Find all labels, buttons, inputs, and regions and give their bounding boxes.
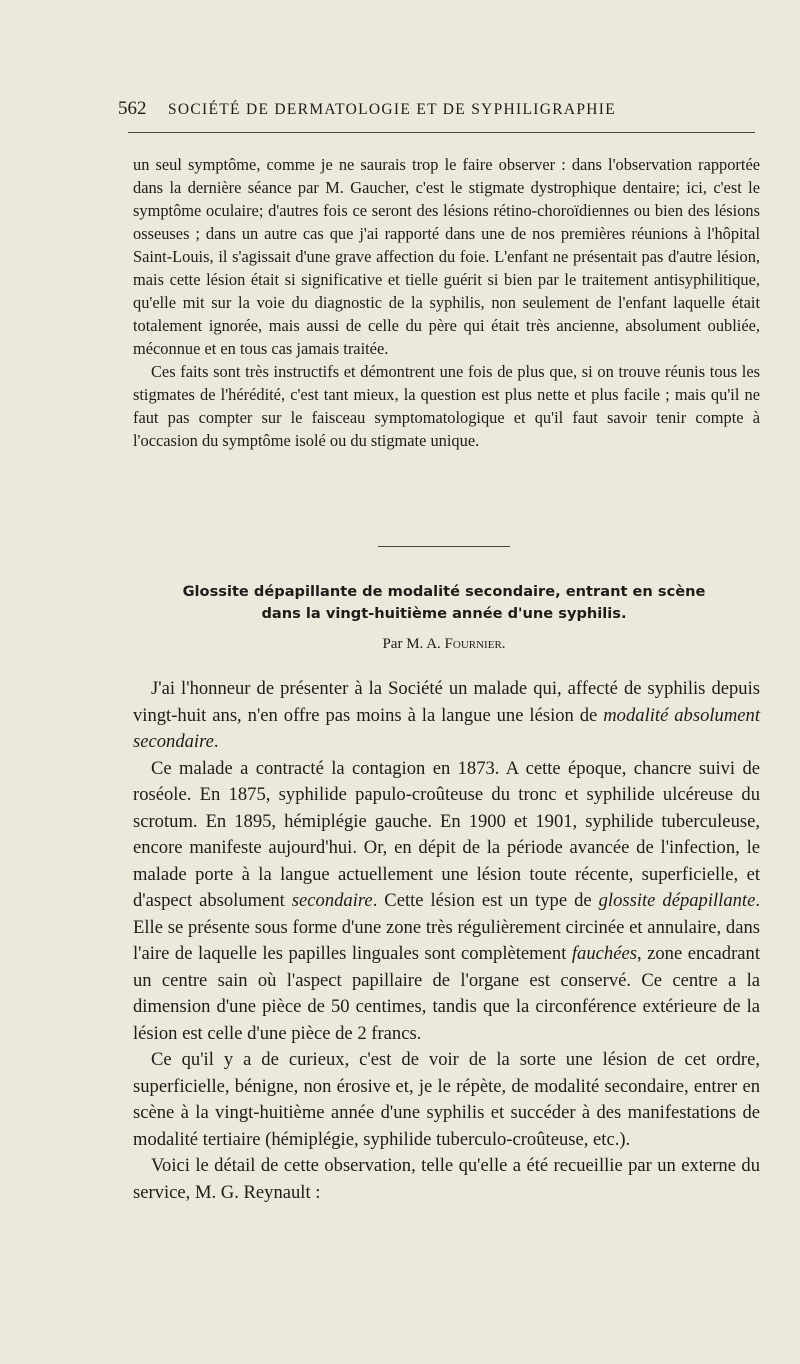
text-run: , zone encadrant un centre sain où l'aspect papillaire de l'organe est conservé. Ce centre a la dimension d'une pièce de 50 centimes, tandis que la circonférence extérieure de la lésion est celle d'une pièce de 2 francs. [133,943,761,1044]
text-run: . [213,731,219,752]
running-head: SOCIÉTÉ DE DERMATOLOGIE ET DE SYPHILIGRAPHIE [168,101,616,118]
article-title-line: dans la vingt-huitième année d'une syphilis. [261,605,627,622]
header-rule [128,132,755,133]
text-run: . Elle se présente sous forme d'une zone très régulièrement circinée et annulaire, dans l'aire de laquelle les papilles linguales sont complètement [133,890,761,964]
author-name: Fournier. [444,636,506,652]
article-title-line: Glossite dépapillante de modalité secondaire, entrant en scène [182,583,706,600]
article-body [133,676,760,1206]
paragraph: Ces faits sont très instructifs et démontrent une fois de plus que, si on trouve réunis tous les stigmates de l'hérédité, c'est tant mieux, la question est plus nette et plus facile ; mais qu'il ne faut pas compter sur le faisceau symptomatologique et qu'il faut savoir tenir compte à l'occasion du symptôme isolé ou du stigmate unique. [133,362,760,450]
page-header [118,98,760,122]
paragraph [133,756,760,1048]
text-run: . Cette lésion est un type de [372,890,599,911]
previous-section-text [133,153,760,452]
paragraph: un seul symptôme, comme je ne saurais trop le faire observer : dans l'observation rapportée dans la dernière séance par M. Gaucher, c'est le stigmate dystrophique dentaire; ici, c'est le symptôme oculaire; d'autres fois ce seront des lésions rétino-choroïdiennes ou bien des lésions osseuses ; dans un autre cas que j'ai rapporté dans une de nos premières réunions à l'hôpital Saint-Louis, il s'agissait d'une grave affection du foie. L'enfant ne présentait pas d'autre lésion, mais cette lésion était si significative et tielle guérit si bien par le traitement antisyphilitique, qu'elle mit sur la voie du diagnostic de la syphilis, non seulement de l'enfant laquelle était totalement ignorée, mais aussi de celle du père qui était très ancienne, absolument oubliée, méconnue et en tous cas jamais traitée. [133,155,760,358]
paragraph: Ce qu'il y a de curieux, c'est de voir de la sorte une lésion de cet ordre, superficielle, bénigne, non érosive et, je le répète, de modalité secondaire, entrer en scène à la vingt-huitième année d'une syphilis et succéder à des manifestations de modalité tertiaire (hémiplégie, syphilide tuberculo-croûteuse, etc.). [133,1049,760,1150]
paragraph: Voici le détail de cette observation, telle qu'elle a été recueillie par un externe du service, M. G. Reynault : [133,1155,760,1203]
italic-run: glossite dépapillante [598,890,756,911]
italic-run: secondaire [291,890,373,911]
paragraph [133,676,760,756]
italic-run: fauchées [571,943,637,964]
article-author [128,636,760,653]
text-run: J'ai l'honneur de présenter à la Société un malade qui, affecté de syphilis depuis vingt-huit ans, n'en offre pas moins à la langue une lésion de [133,678,760,726]
author-prefix: Par M. A. [382,636,441,652]
italic-run: modalité absolument secondaire [133,704,760,752]
article-title [128,581,760,625]
section-divider [378,546,510,547]
text-run: Ce malade a contracté la contagion en 1873. A cette époque, chancre suivi de roséole. En 1875, syphilide papulo-croûteuse du tronc et syphilide ulcéreuse du scrotum. En 1895, hémiplégie gauche. En 1900 et 1901, syphilide tuberculeuse, encore manifeste aujourd'hui. Or, en dépit de la période avancée de l'infection, le malade porte à la langue actuellement une lésion toute récente, superficielle, et d'aspect absolument [133,757,760,911]
page-number: 562 [118,98,147,119]
